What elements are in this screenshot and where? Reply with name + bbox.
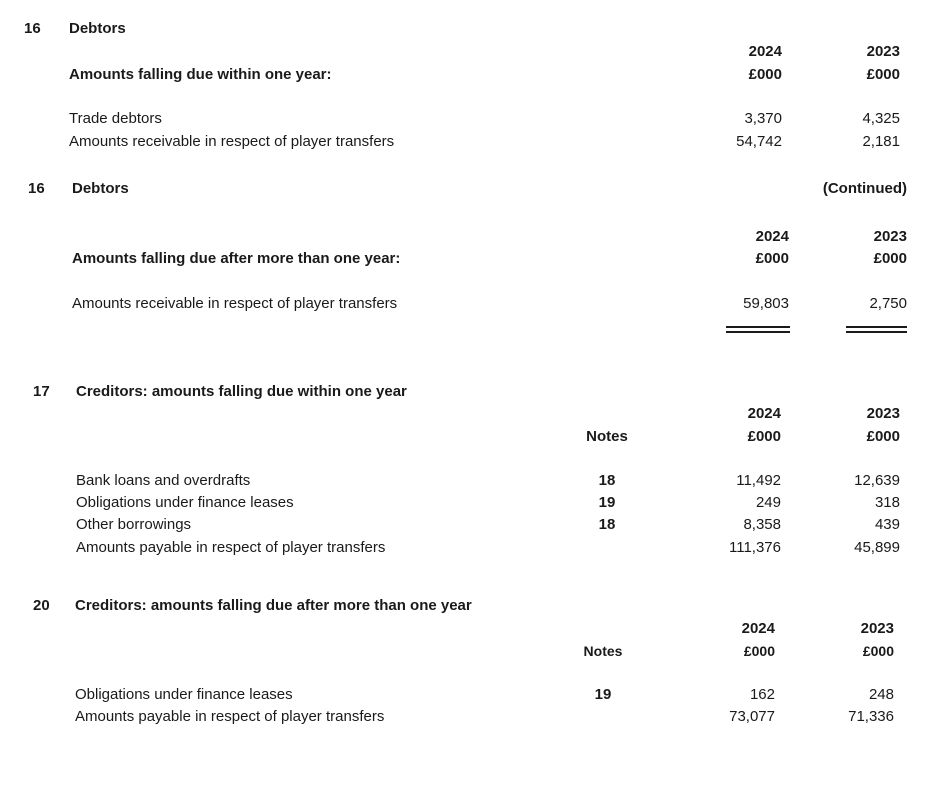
currency-2023: £000 (862, 643, 894, 659)
row-note: 18 (598, 472, 616, 489)
year-2023-header: 2023 (866, 405, 900, 422)
row-value-2024: 59,803 (743, 295, 789, 312)
year-2023-header: 2023 (860, 620, 894, 637)
row-value-2023: 2,750 (869, 295, 907, 312)
note-number: 16 (24, 20, 41, 37)
row-value-2024: 3,370 (744, 110, 782, 127)
row-value-2023: 4,325 (862, 110, 900, 127)
year-2024-header: 2024 (748, 43, 782, 60)
note-number: 17 (33, 383, 50, 400)
row-label: Obligations under finance leases (76, 494, 294, 511)
row-label: Amounts payable in respect of player transfers (76, 539, 386, 556)
row-note: 18 (598, 516, 616, 533)
row-label: Trade debtors (69, 110, 162, 127)
row-note: 19 (598, 494, 616, 511)
row-value-2024: 11,492 (736, 472, 781, 489)
row-value-2024: 249 (755, 494, 781, 511)
row-label: Amounts receivable in respect of player transfers (72, 295, 398, 312)
notes-header: Notes (583, 643, 623, 659)
year-2024-header: 2024 (747, 405, 781, 422)
row-value-2023: 71,336 (848, 708, 894, 725)
currency-2024: £000 (755, 250, 789, 267)
row-label: Amounts receivable in respect of player transfers (69, 133, 395, 150)
row-value-2023: 45,899 (854, 539, 900, 556)
row-note: 19 (594, 686, 612, 703)
row-value-2024: 73,077 (729, 708, 775, 725)
double-underline-2024 (726, 326, 790, 333)
notes-header: Notes (586, 428, 628, 445)
year-2023-header: 2023 (873, 228, 907, 245)
row-value-2023: 248 (868, 686, 894, 703)
row-label: Obligations under finance leases (75, 686, 293, 703)
subheading: Amounts falling due within one year: (69, 66, 332, 83)
note-number: 20 (33, 597, 50, 614)
currency-2024: £000 (747, 428, 781, 445)
row-label: Bank loans and overdrafts (76, 472, 251, 489)
row-label: Other borrowings (76, 516, 192, 533)
note-title: Creditors: amounts falling due after more than one year (75, 597, 472, 614)
note-title: Debtors (69, 20, 126, 37)
row-value-2024: 162 (749, 686, 775, 703)
currency-2024: £000 (743, 643, 775, 659)
double-underline-2023 (846, 326, 907, 333)
note-title: Debtors (72, 180, 129, 197)
row-value-2023: 318 (874, 494, 900, 511)
row-label: Amounts payable in respect of player transfers (75, 708, 385, 725)
year-2024-header: 2024 (755, 228, 789, 245)
year-2024-header: 2024 (741, 620, 775, 637)
row-value-2024: 111,376 (729, 539, 781, 556)
note-title: Creditors: amounts falling due within one year (76, 383, 407, 400)
note-number: 16 (28, 180, 45, 197)
currency-2023: £000 (866, 66, 900, 83)
currency-2024: £000 (748, 66, 782, 83)
row-value-2023: 12,639 (854, 472, 900, 489)
row-value-2023: 439 (874, 516, 900, 533)
continued-label: (Continued) (822, 180, 907, 197)
row-value-2023: 2,181 (862, 133, 900, 150)
year-2023-header: 2023 (866, 43, 900, 60)
subheading: Amounts falling due after more than one year: (72, 250, 401, 267)
row-value-2024: 54,742 (736, 133, 782, 150)
currency-2023: £000 (873, 250, 907, 267)
currency-2023: £000 (866, 428, 900, 445)
row-value-2024: 8,358 (743, 516, 781, 533)
